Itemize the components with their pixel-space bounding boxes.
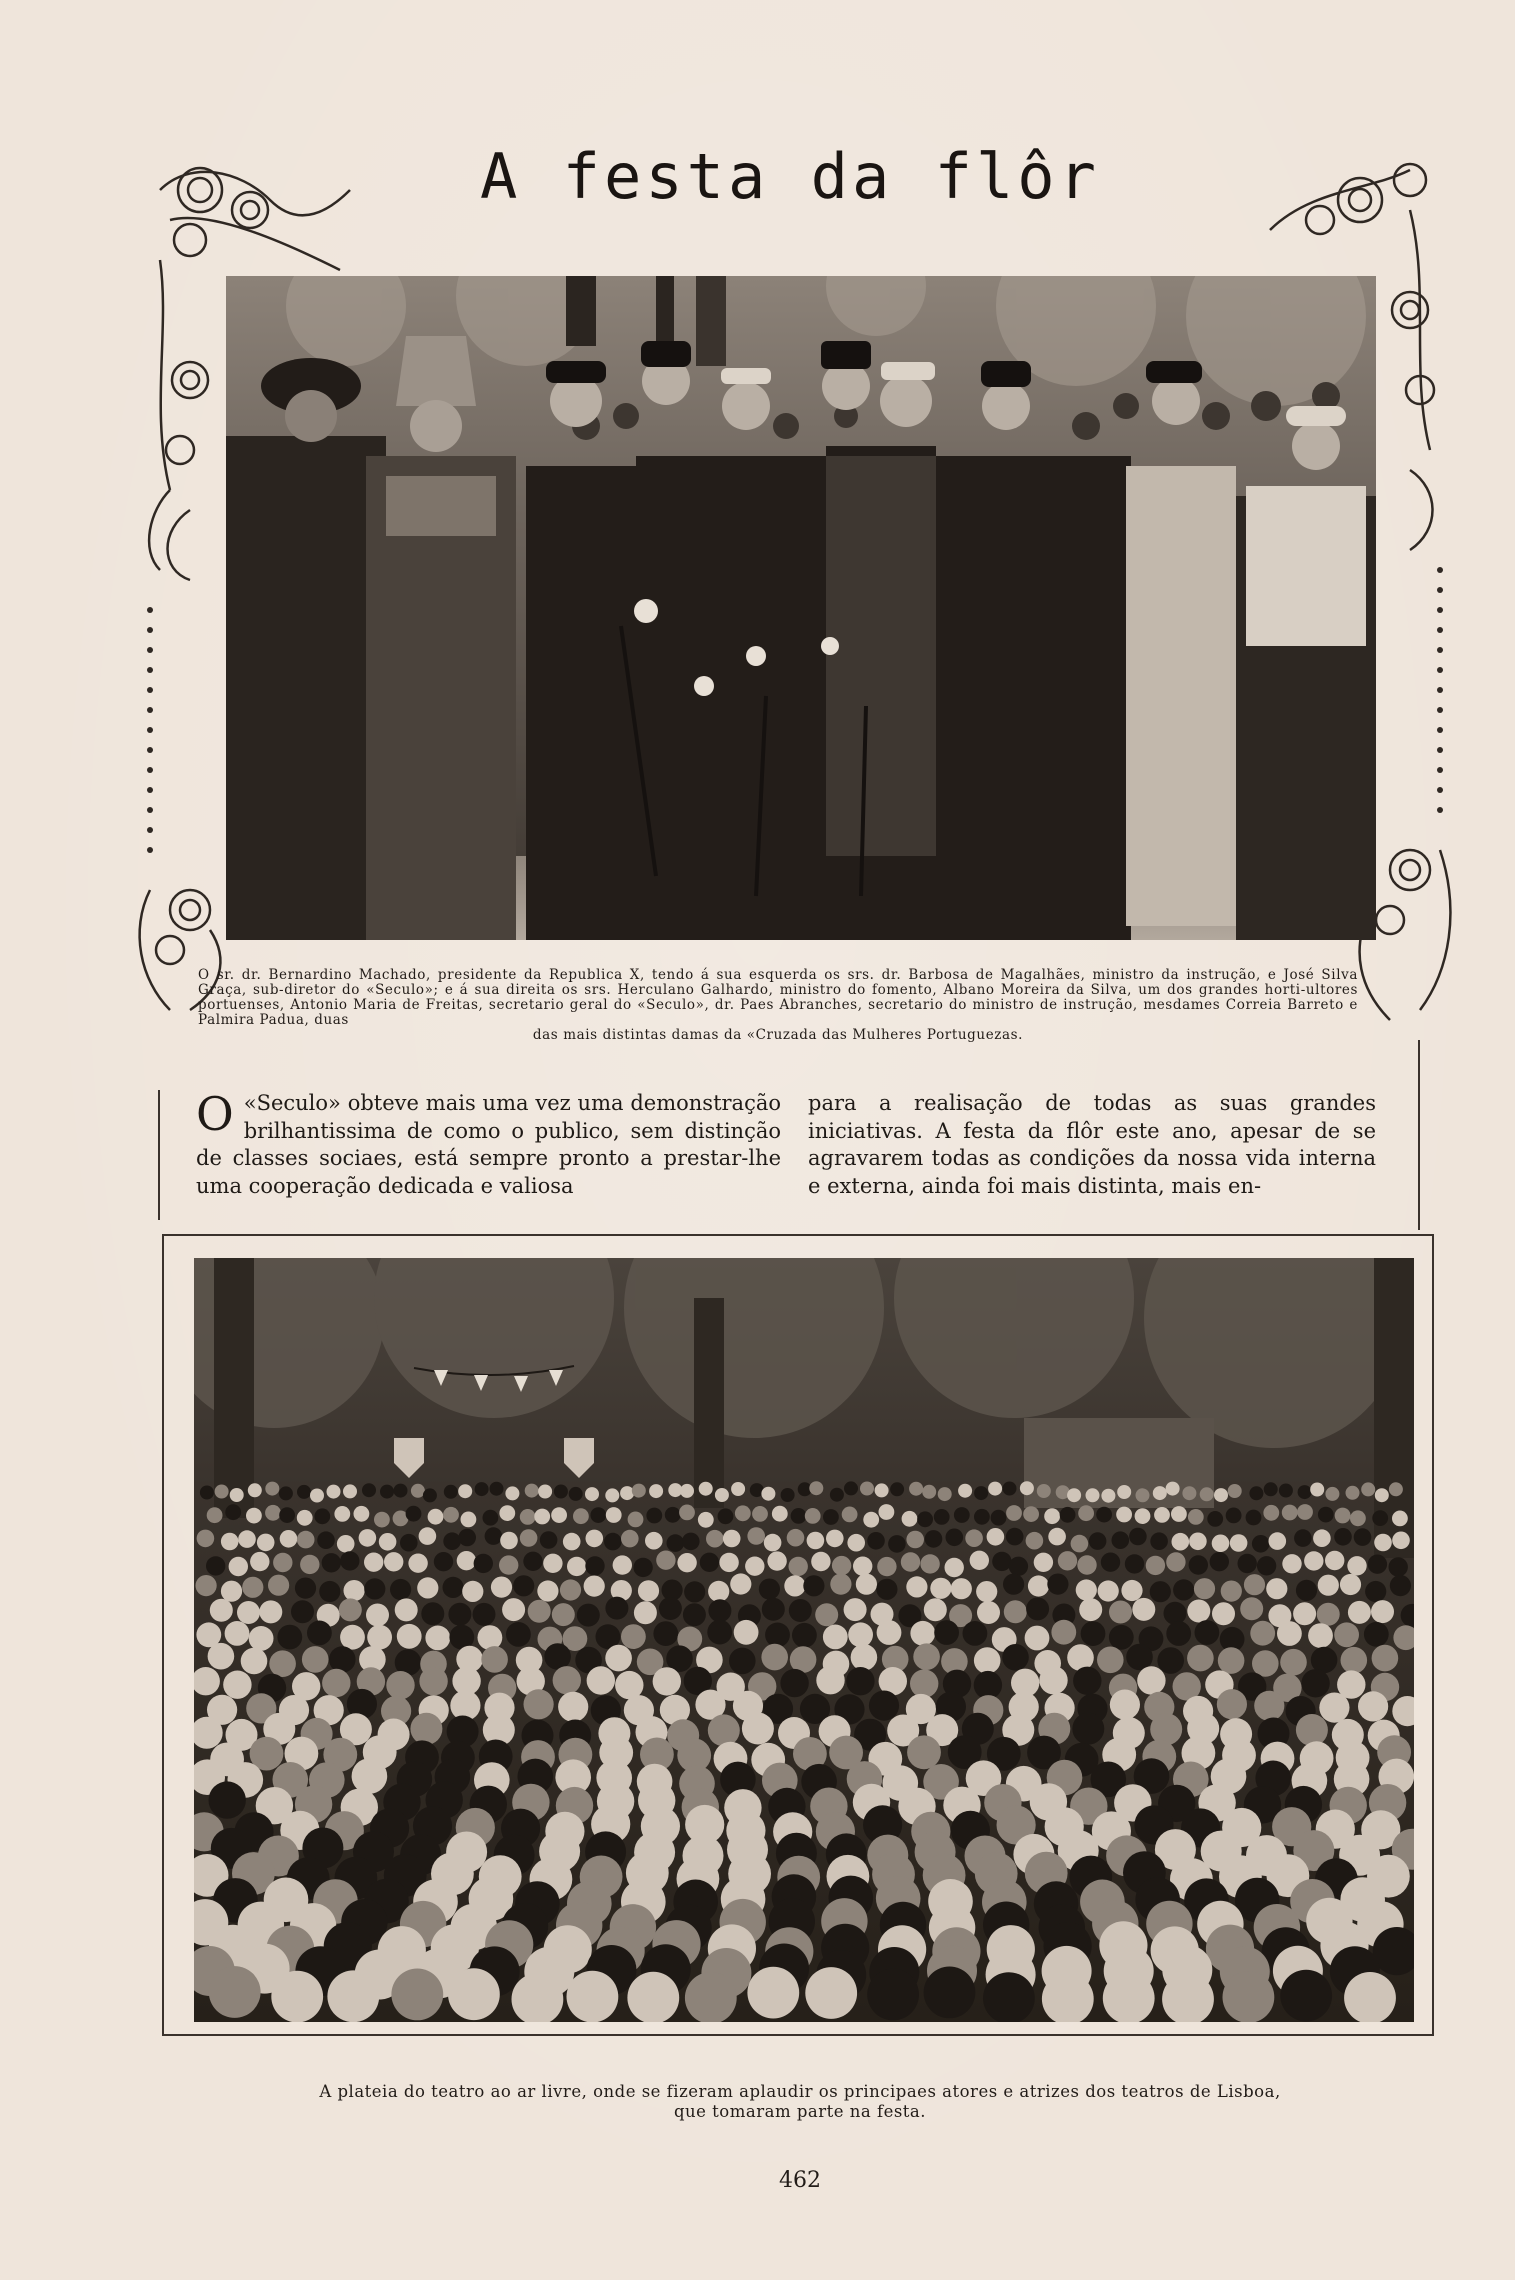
crowd-photo-image (194, 1258, 1414, 2022)
top-photo-caption-last-line: das mais distintas damas da «Cruzada das Mulheres Portuguezas. (532, 1027, 1024, 1043)
top-photo-caption-text: O sr. dr. Bernardino Machado, presidente da Republica X, tendo á sua esquerda os srs. dr. Barbosa de Magalhães, ministro da instrução, e José Silva Graça, sub-diretor do «Seculo»; e á sua direita os srs. Herculano Galhardo, ministro do fomento, Albano Moreira da Silva, um dos grandes horti-ultores portuenses, Antonio Maria de Freitas, secretario geral do «Seculo», dr. Paes Abranches, secretario do ministro de instrução, mesdames Correia Barreto e Palmira Padua, duas (198, 967, 1358, 1028)
crowd-photo (194, 1258, 1414, 2022)
frame-right-line (1418, 1040, 1420, 1230)
article-right-column (808, 1090, 1376, 1200)
official-group-photo (226, 276, 1376, 940)
article-left-text: «Seculo» obteve mais uma vez uma demonstração brilhantissima de como o publico, sem distinção de classes sociaes, está sempre pronto a prestar-lhe uma cooperação dedicada e valiosa (196, 1091, 781, 1198)
article-right-text: para a realisação de todas as suas grandes iniciativas. A festa da flôr este ano, apesar de se agravarem todas as condições da nossa vida interna e externa, ainda foi mais distinta, mais en- (808, 1091, 1376, 1198)
article-left-column (196, 1087, 781, 1200)
crowd-caption-line2: que tomaram parte na festa. (673, 2102, 927, 2121)
group-photo-image (226, 276, 1376, 940)
frame-left-line (158, 1090, 160, 1220)
top-photo-caption (198, 968, 1358, 1043)
crowd-caption-line1: A plateia do teatro ao ar livre, onde se fizeram aplaudir os principaes atores e atrizes dos teatros de Lisboa, (319, 2082, 1281, 2101)
page-number: 462 (779, 2168, 821, 2193)
crowd-photo-caption (240, 2082, 1360, 2122)
page-title: A festa da flôr (480, 140, 1100, 213)
article-dropcap: O (196, 1087, 234, 1141)
